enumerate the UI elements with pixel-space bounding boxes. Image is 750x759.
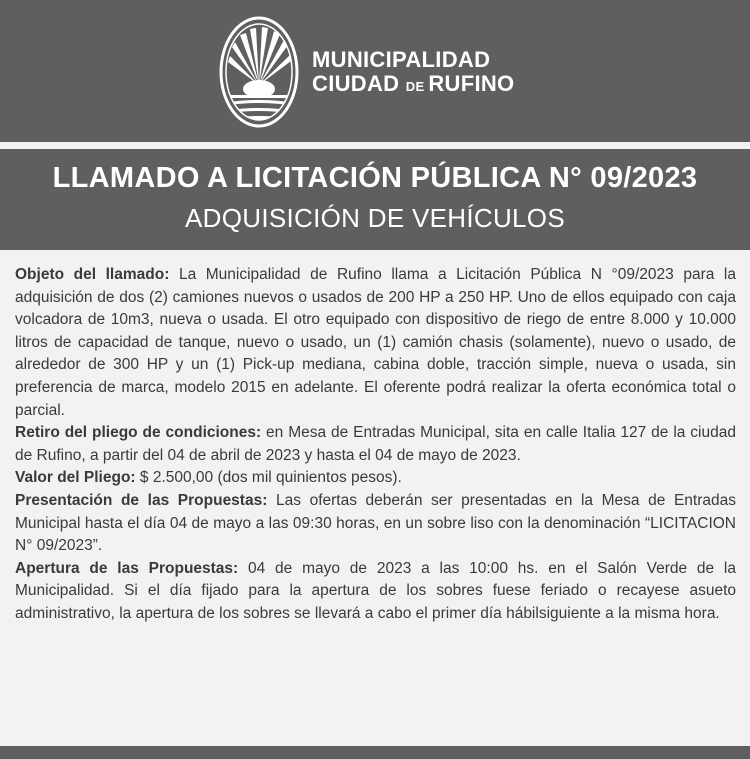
section-label: Presentación de las Propuestas: bbox=[15, 491, 268, 509]
header-separator bbox=[0, 142, 750, 149]
section-label: Valor del Pliego: bbox=[15, 469, 136, 487]
notice-body bbox=[15, 264, 736, 626]
section-label: Retiro del pliego de condiciones: bbox=[15, 424, 262, 442]
org-name bbox=[312, 48, 514, 99]
header-band bbox=[0, 0, 750, 142]
section-text: $ 2.500,00 (dos mil quinientos pesos). bbox=[135, 469, 402, 487]
org-name-line2 bbox=[312, 72, 514, 99]
section-label: Objeto del llamado: bbox=[15, 266, 170, 283]
section-label: Apertura de las Propuestas: bbox=[15, 559, 239, 577]
section-retiro-pliego bbox=[15, 422, 736, 467]
section-text: en Mesa de Entradas Municipal, sita en calle Italia 127 de la ciudad de Rufino, a partir del 04 de abril de 2023 y hasta el 04 de mayo de 2023. bbox=[15, 424, 736, 464]
section-text: La Municipalidad de Rufino llama a Licitación Pública N °09/2023 para la adquisición de dos (2) camiones nuevos o usados de 200 HP a 250 HP. Uno de ellos equipado con caja volcadora de 10m3, nueva o usada. El otro equipado con dispositivo de riego de entre 8.000 y 10.000 litros de capacidad de tanque, nuevo o usado, un (1) camión chasis (solamente), nuevo o usado, de alrededor de 300 HP y un (1) Pick-up mediana, cabina doble, tracción simple, nueva o usada, sin preferencia de marca, modelo 2015 en adelante. El oferente podrá realizar la oferta económica total o parcial. bbox=[15, 266, 736, 419]
section-apertura bbox=[15, 558, 736, 626]
org-name-de: DE bbox=[405, 79, 429, 94]
section-objeto bbox=[15, 264, 736, 422]
section-valor-pliego bbox=[15, 467, 736, 490]
title-band bbox=[0, 149, 750, 250]
org-name-rufino: RUFINO bbox=[428, 71, 515, 96]
org-name-line1: MUNICIPALIDAD bbox=[312, 47, 491, 72]
org-name-ciudad: CIUDAD bbox=[312, 71, 406, 96]
section-text: 04 de mayo de 2023 a las 10:00 hs. en el Salón Verde de la Municipalidad. Si el día fijado para la apertura de los sobres fuese feriado o recayese asueto administrativo, la apertura de los sobres se llevará a cabo el primer día hábilsiguiente a la misma hora. bbox=[15, 559, 736, 622]
footer-band bbox=[0, 746, 750, 759]
municipal-seal-icon bbox=[218, 15, 300, 129]
section-text: Las ofertas deberán ser presentadas en la Mesa de Entradas Municipal hasta el día 04 de mayo a las 09:30 horas, en un sobre liso con la denominación “LICITACION N° 09/2023”. bbox=[15, 491, 736, 555]
notice-title: LLAMADO A LICITACIÓN PÚBLICA N° 09/2023 bbox=[52, 162, 698, 194]
section-presentacion bbox=[15, 490, 736, 558]
notice-subtitle: ADQUISICIÓN DE VEHÍCULOS bbox=[185, 203, 565, 233]
